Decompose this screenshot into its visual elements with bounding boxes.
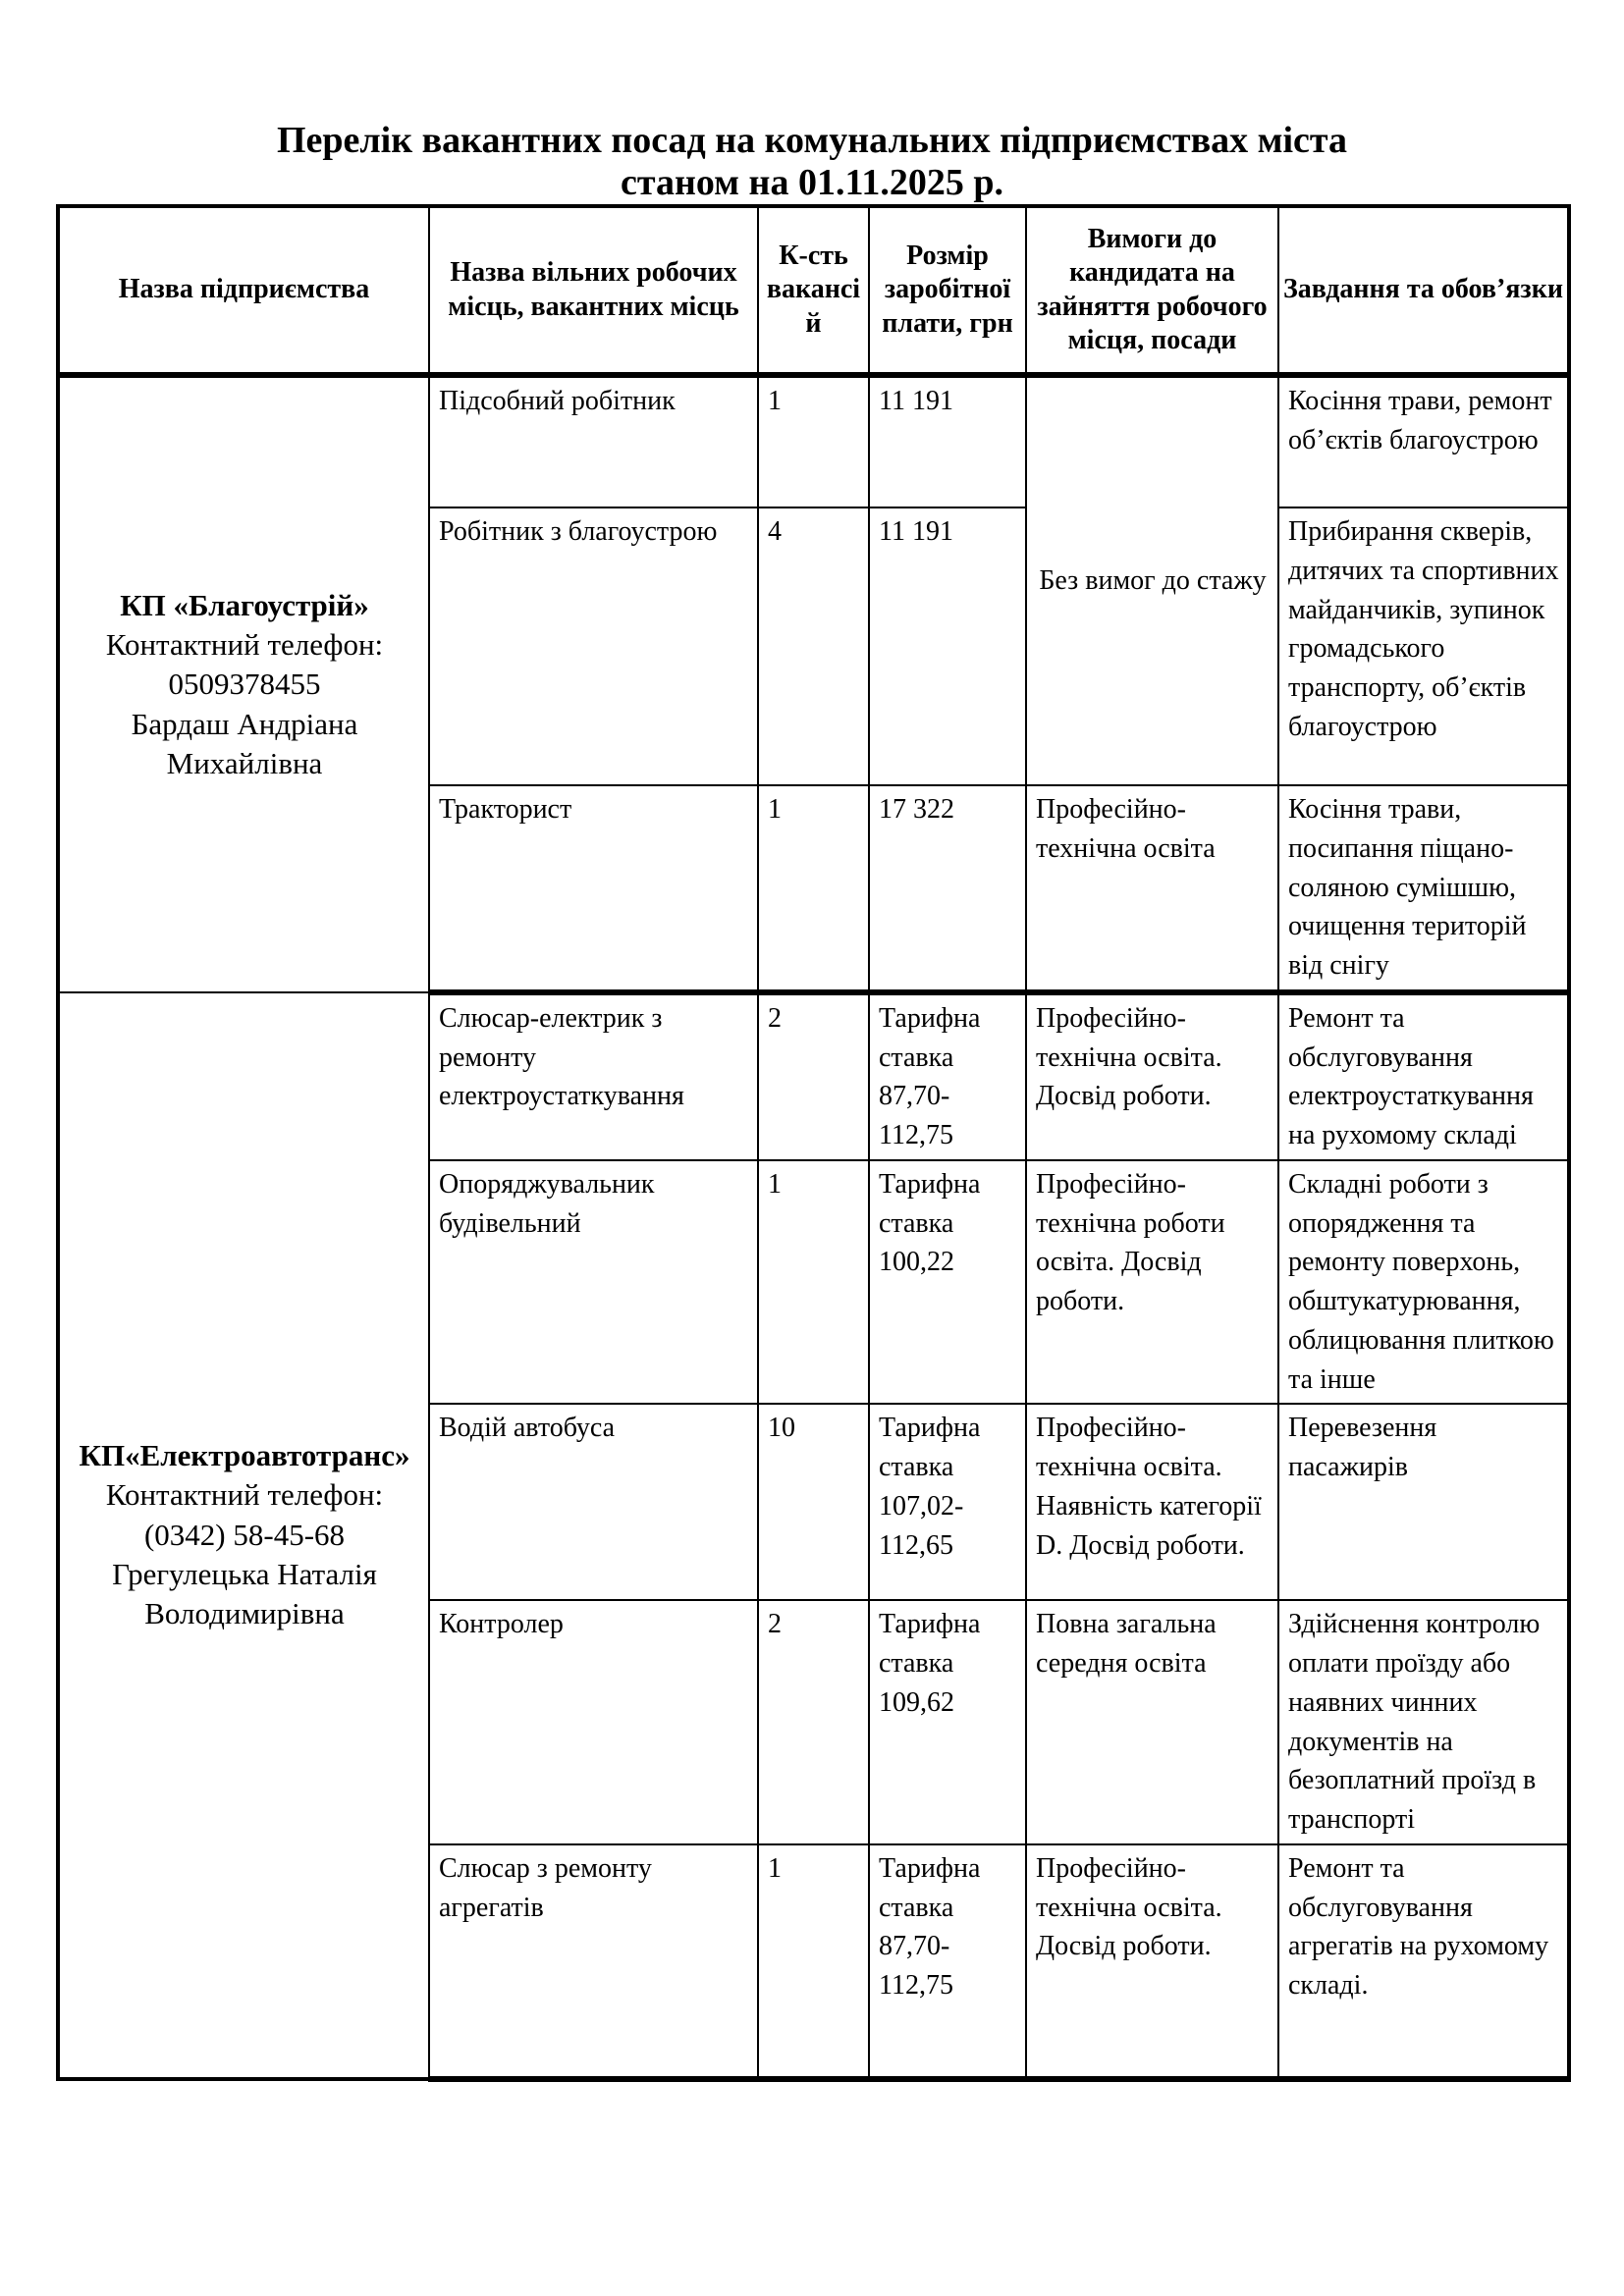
tasks-cell: Складні роботи з опорядження та ремонту поверхонь, обштукатурювання, облицювання плиткою та інше [1278, 1160, 1569, 1405]
company-contact-line: Контактний телефон: [105, 626, 384, 662]
company-contact-line: Грегулецька Наталія Володимирівна [112, 1556, 377, 1631]
salary-cell: Тарифна ставка 87,70-112,75 [869, 1844, 1026, 2079]
vacancy-count-cell: 1 [758, 1160, 869, 1405]
header-vacancy-count: К-сть вакансій [758, 206, 869, 375]
header-row [58, 206, 1569, 375]
company-contact-line: Бардаш Андріана Михайлівна [131, 706, 358, 780]
salary-cell: Тарифна ставка 109,62 [869, 1600, 1026, 1844]
position-cell: Тракторист [429, 785, 758, 992]
tasks-cell: Перевезення пасажирів [1278, 1404, 1569, 1600]
company-name: КП «Благоустрій» [120, 587, 369, 622]
position-cell: Слюсар-електрик з ремонту електроустаткування [429, 992, 758, 1160]
salary-cell: Тарифна ставка 107,02-112,65 [869, 1404, 1026, 1600]
requirements-cell: Професійно-технічна освіта [1026, 785, 1278, 992]
table-row [58, 375, 1569, 507]
title-line-1: Перелік вакантних посад на комунальних підприємствах міста [276, 120, 1348, 161]
requirements-cell: Повна загальна середня освіта [1026, 1600, 1278, 1844]
tasks-cell: Ремонт та обслуговування агрегатів на рухомому складі. [1278, 1844, 1569, 2079]
tasks-cell: Здійснення контролю оплати проїзду або наявних чинних документів на безоплатний проїзд в транспорті [1278, 1600, 1569, 1844]
vacancy-count-cell: 4 [758, 507, 869, 785]
position-cell: Контролер [429, 1600, 758, 1844]
salary-cell: 11 191 [869, 507, 1026, 785]
requirements-cell: Професійно-технічна роботи освіта. Досвід роботи. [1026, 1160, 1278, 1405]
position-cell: Водій автобуса [429, 1404, 758, 1600]
salary-cell: 17 322 [869, 785, 1026, 992]
company-name: КП«Електроавтотранс» [79, 1438, 410, 1472]
document-title [56, 120, 1568, 203]
company-contact-line: 0509378455 [168, 667, 321, 702]
requirements-cell: Професійно-технічна освіта. Наявність категорії D. Досвід роботи. [1026, 1404, 1278, 1600]
position-cell: Робітник з благоустрою [429, 507, 758, 785]
vacancy-count-cell: 2 [758, 1600, 869, 1844]
salary-cell: Тарифна ставка 87,70-112,75 [869, 992, 1026, 1160]
salary-cell: 11 191 [869, 375, 1026, 507]
tasks-cell: Прибирання скверів, дитячих та спортивних майданчиків, зупинок громадського транспорту, об’єктів благоустрою [1278, 507, 1569, 785]
vacancy-count-cell: 10 [758, 1404, 869, 1600]
company-contact-line: Контактний телефон: [105, 1477, 384, 1513]
tasks-cell: Косіння трави, ремонт об’єктів благоустрою [1278, 375, 1569, 507]
vacancy-count-cell: 1 [758, 1844, 869, 2079]
company-cell [58, 992, 429, 2079]
table-row [58, 992, 1569, 1160]
position-cell: Опоряджувальник будівельний [429, 1160, 758, 1405]
position-cell: Слюсар з ремонту агрегатів [429, 1844, 758, 2079]
vacancy-count-cell: 1 [758, 375, 869, 507]
requirements-cell: Професійно-технічна освіта. Досвід роботи. [1026, 992, 1278, 1160]
tasks-cell: Косіння трави, посипання піщано-соляною сумішшю, очищення територій від снігу [1278, 785, 1569, 992]
tasks-cell: Ремонт та обслуговування електроустаткування на рухомому складі [1278, 992, 1569, 1160]
vacancy-table [56, 204, 1571, 2082]
position-cell: Підсобний робітник [429, 375, 758, 507]
salary-cell: Тарифна ставка 100,22 [869, 1160, 1026, 1405]
title-line-2: станом на 01.11.2025 р. [621, 161, 1003, 203]
header-company: Назва підприємства [58, 206, 429, 375]
vacancy-count-cell: 1 [758, 785, 869, 992]
header-requirements: Вимоги до кандидата на зайняття робочого місця, посади [1026, 206, 1278, 375]
header-salary: Розмір заробітної плати, грн [869, 206, 1026, 375]
requirements-cell: Професійно-технічна освіта. Досвід роботи. [1026, 1844, 1278, 2079]
vacancy-count-cell: 2 [758, 992, 869, 1160]
header-tasks: Завдання та обов’язки [1278, 206, 1569, 375]
company-cell [58, 375, 429, 992]
company-contact-line: (0342) 58-45-68 [143, 1517, 346, 1552]
requirements-cell: Без вимог до стажу [1026, 375, 1278, 785]
header-position: Назва вільних робочих місць, вакантних місць [429, 206, 758, 375]
